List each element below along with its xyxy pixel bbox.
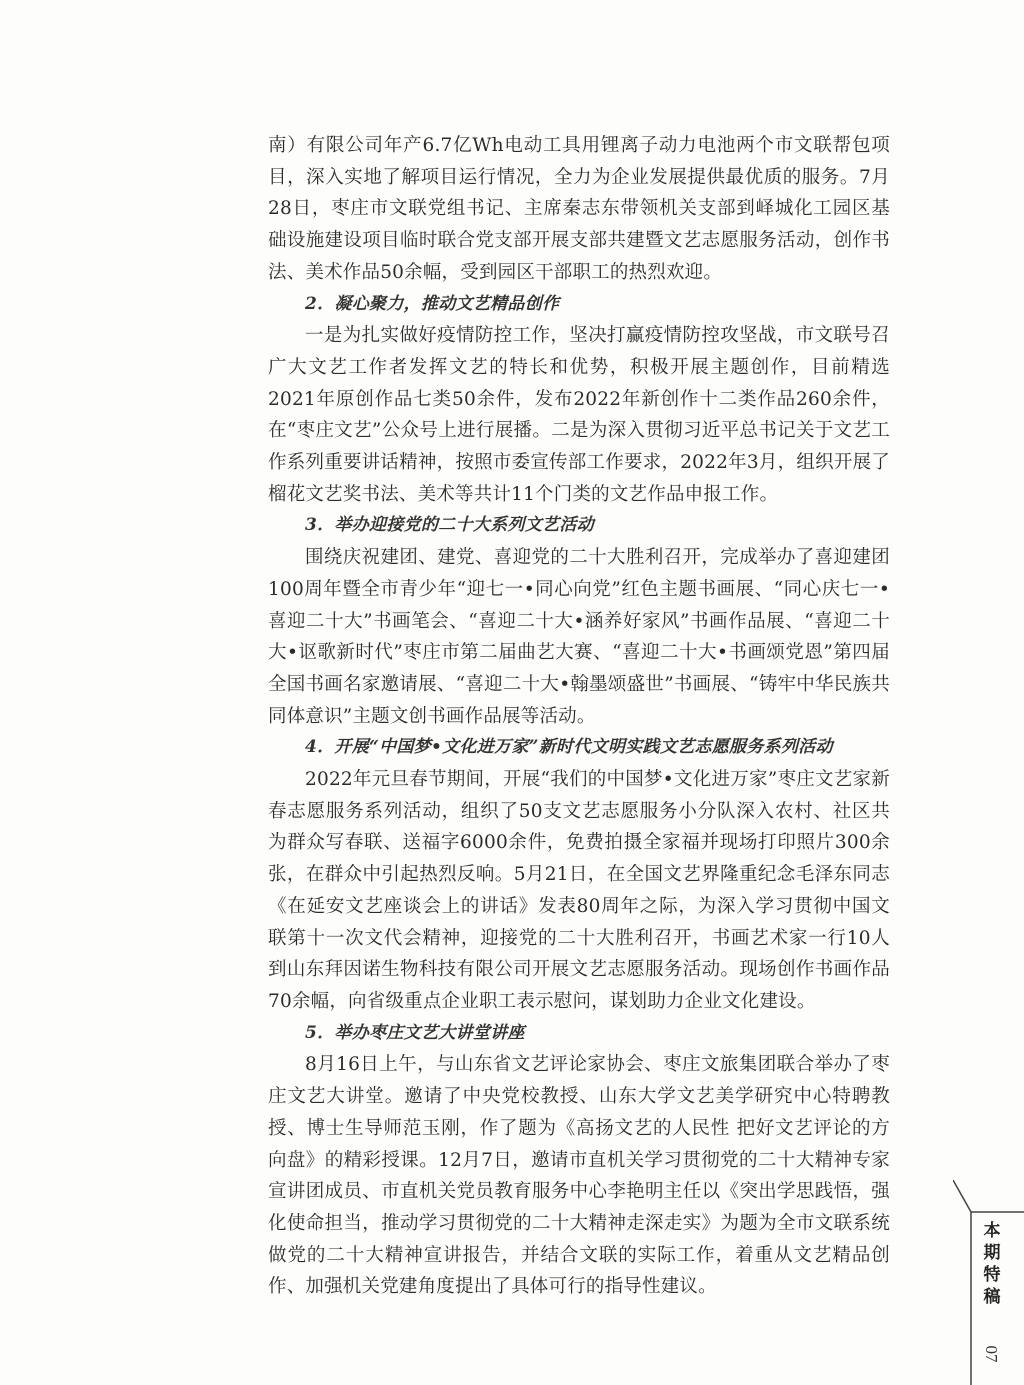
paragraph-3: 围绕庆祝建团、建党、喜迎党的二十大胜利召开，完成举办了喜迎建团100周年暨全市青少年“迎七一•同心向党”红色主题书画展、“同心庆七一•喜迎二十大”书画笔会、“喜迎二十大•涵养好家风”书画作品展、“喜迎二十大•讴歌新时代”枣庄市第二届曲艺大赛、“喜迎二十大•书画颂党恩”第四届全国书画名家邀请展、“喜迎二十大•翰墨颂盛世”书画展、“铸牢中华民族共同体意识”主题文创书画作品展等活动。 bbox=[268, 547, 890, 727]
section-heading-4: 4．开展“中国梦•文化进万家”新时代文明实践文艺志愿服务系列活动 bbox=[305, 737, 833, 758]
section-heading-5: 5．举办枣庄文艺大讲堂讲座 bbox=[305, 1022, 525, 1043]
side-tab-title: 本期特稿 bbox=[983, 1221, 1001, 1307]
paragraph-2: 一是为扎实做好疫情防控工作，坚决打赢疫情防控攻坚战，市文联号召广大文艺工作者发挥文艺的特长和优势，积极开展主题创作，目前精选2021年原创作品七类50余件，发布2022年新创作十二类作品260余件，在“枣庄文艺”公众号上进行展播。二是为深入贯彻习近平总书记关于文艺工作系列重要讲话精神，按照市委宣传部工作要求，2022年3月，组织开展了榴花文艺奖书法、美术等共计11个门类的文艺作品申报工作。 bbox=[268, 325, 890, 505]
section-heading-2: 2．凝心聚力，推动文艺精品创作 bbox=[305, 293, 560, 314]
page-number: 07 bbox=[982, 1345, 1001, 1363]
paragraph-4: 2022年元旦春节期间，开展“我们的中国梦•文化进万家”枣庄文艺家新春志愿服务系列活动，组织了50支文艺志愿服务小分队深入农村、社区共为群众写春联、送福字6000余件，免费拍摄全家福并现场打印照片300余张，在群众中引起热烈反响。5月21日，在全国文艺界隆重纪念毛泽东同志《在延安文艺座谈会上的讲话》发表80周年之际，为深入学习贯彻中国文联第十一次文代会精神，迎接党的二十大胜利召开，书画艺术家一行10人到山东拜因诺生物科技有限公司开展文艺志愿服务活动。现场创作书画作品70余幅，向省级重点企业职工表示慰问，谋划助力企业文化建设。 bbox=[268, 769, 890, 1012]
paragraph-1: 南）有限公司年产6.7亿Wh电动工具用锂离子动力电池两个市文联帮包项目，深入实地了解项目运行情况，全力为企业发展提供最优质的服务。7月28日，枣庄市文联党组书记、主席秦志东带领机关支部到峄城化工园区基础设施建设项目临时联合党支部开展支部共建暨文艺志愿服务活动，创作书法、美术作品50余幅，受到园区干部职工的热烈欢迎。 bbox=[268, 135, 890, 283]
section-side-tab bbox=[953, 1180, 1024, 1385]
section-heading-3: 3．举办迎接党的二十大系列文艺活动 bbox=[305, 515, 594, 536]
article-body bbox=[268, 130, 890, 1303]
paragraph-5: 8月16日上午，与山东省文艺评论家协会、枣庄文旅集团联合举办了枣庄文艺大讲堂。邀请了中央党校教授、山东大学文艺美学研究中心特聘教授、博士生导师范玉刚，作了题为《高扬文艺的人民性 把好文艺评论的方向盘》的精彩授课。12月7日，邀请市直机关学习贯彻党的二十大精神专家宣讲团成员、市直机关党员教育服务中心李艳明主任以《突出学思践悟，强化使命担当，推动学习贯彻党的二十大精神走深走实》为题为全市文联系统做党的二十大精神宣讲报告，并结合文联的实际工作，着重从文艺精品创作、加强机关党建角度提出了具体可行的指导性建议。 bbox=[268, 1054, 890, 1298]
